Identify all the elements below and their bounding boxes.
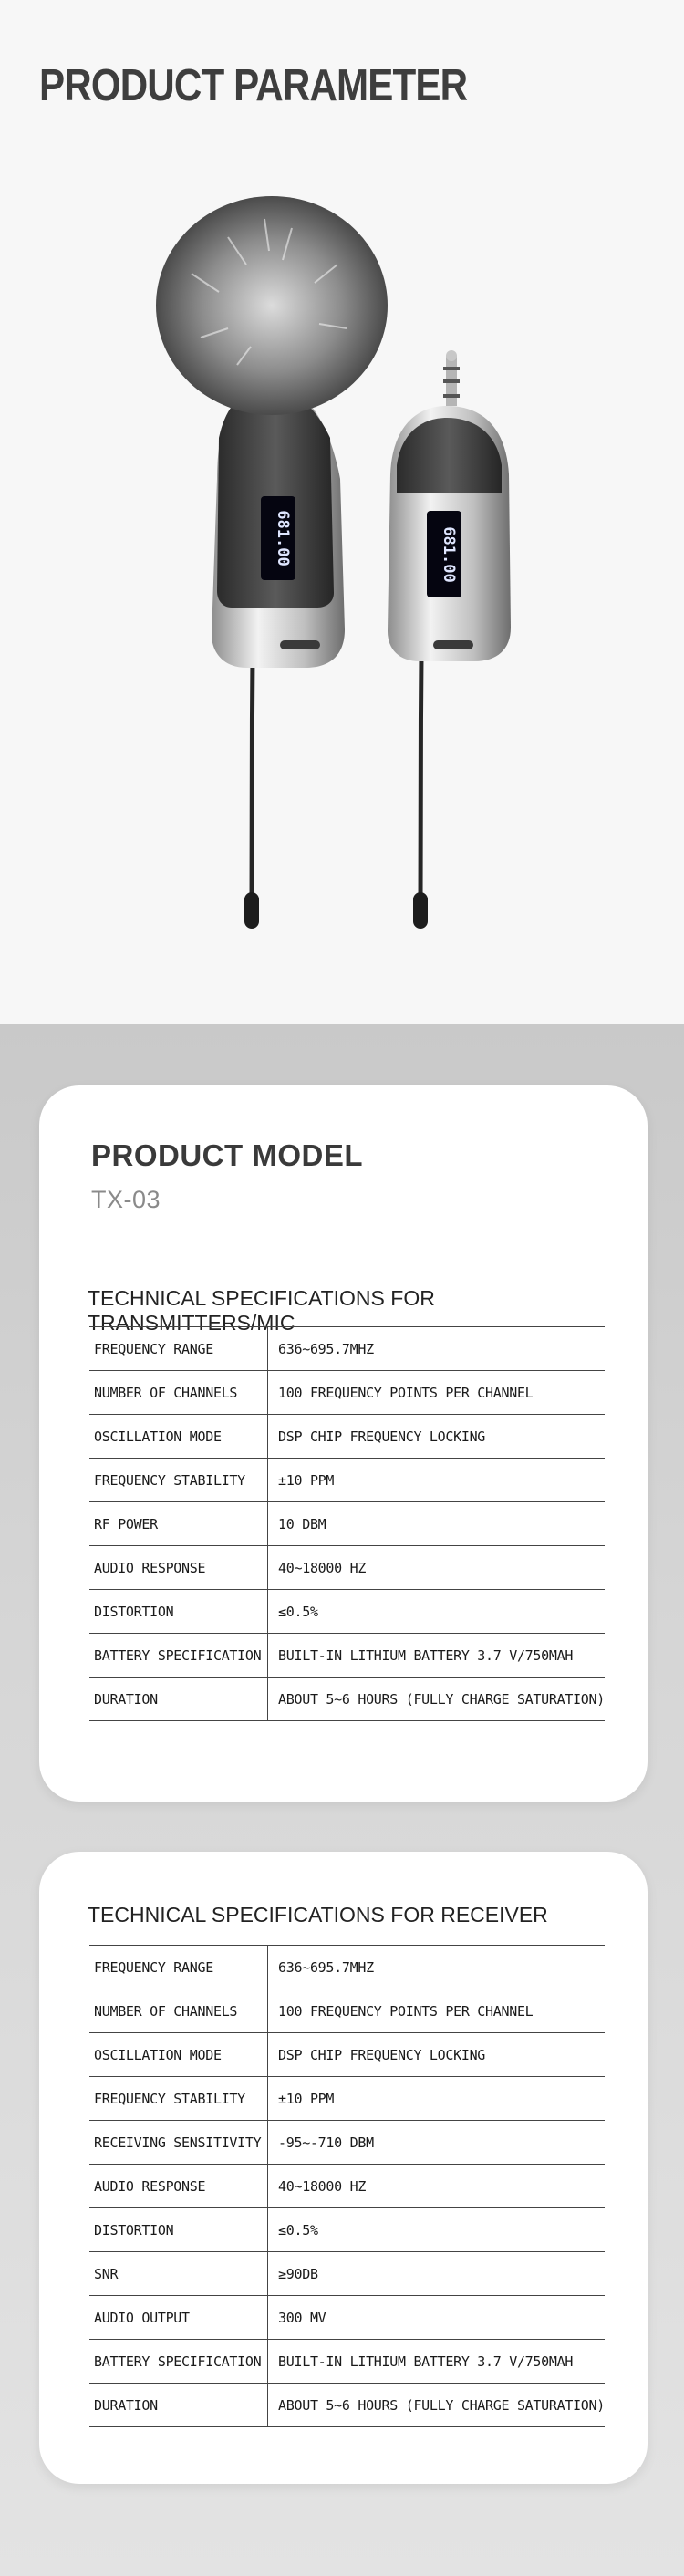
table-row (89, 2121, 605, 2165)
spec-key: DISTORTION (89, 2208, 268, 2252)
spec-value: 100 FREQUENCY POINTS PER CHANNEL (278, 1384, 534, 1401)
table-row (89, 2077, 605, 2121)
spec-value: ±10 PPM (278, 1471, 335, 1489)
spec-key: FREQUENCY STABILITY (89, 2077, 268, 2121)
spec-key: OSCILLATION MODE (89, 1415, 268, 1459)
table-row (89, 1546, 605, 1590)
transmitter-spec-table (89, 1326, 605, 1721)
spec-key: DURATION (89, 2384, 268, 2427)
table-row (89, 2384, 605, 2427)
table-row (89, 1502, 605, 1546)
product-image (0, 164, 684, 967)
spec-key: BATTERY SPECIFICATION (89, 1634, 268, 1678)
table-row (89, 1590, 605, 1634)
spec-key: NUMBER OF CHANNELS (89, 1989, 268, 2033)
transmitter-spec-title: TECHNICAL SPECIFICATIONS FOR TRANSMITTERS/MIC (88, 1286, 435, 1335)
spec-key: RECEIVING SENSITIVITY (89, 2121, 268, 2165)
spec-key: DISTORTION (89, 1590, 268, 1634)
spec-value: 100 FREQUENCY POINTS PER CHANNEL (278, 2002, 534, 2020)
display-readout: 681.00 (274, 510, 292, 566)
display-readout-2: 681.00 (440, 526, 458, 583)
spec-value: ±10 PPM (278, 2090, 335, 2107)
spec-value: ABOUT 5~6 HOURS (FULLY CHARGE SATURATION) (278, 2396, 605, 2414)
hero-section (0, 0, 684, 1024)
model-title: PRODUCT MODEL (91, 1138, 363, 1172)
spec-value: 10 DBM (278, 1515, 326, 1532)
spec-value: BUILT-IN LITHIUM BATTERY 3.7 V/750MAH (278, 1646, 574, 1664)
spec-key: AUDIO OUTPUT (89, 2296, 268, 2340)
spec-value: ABOUT 5~6 HOURS (FULLY CHARGE SATURATION) (278, 1690, 605, 1708)
spec-value: ≤0.5% (278, 2221, 318, 2238)
table-row (89, 1415, 605, 1459)
spec-value: 40~18000 HZ (278, 1559, 367, 1576)
spec-value: DSP CHIP FREQUENCY LOCKING (278, 1428, 486, 1445)
spec-key: AUDIO RESPONSE (89, 1546, 268, 1590)
table-row (89, 1634, 605, 1678)
spec-value: DSP CHIP FREQUENCY LOCKING (278, 2046, 486, 2063)
spec-key: SNR (89, 2252, 268, 2296)
table-row (89, 2165, 605, 2208)
spec-key: NUMBER OF CHANNELS (89, 1371, 268, 1415)
spec-value: 300 MV (278, 2309, 326, 2326)
receiver-spec-title: TECHNICAL SPECIFICATIONS FOR RECEIVER (88, 1903, 548, 1927)
table-row (89, 1371, 605, 1415)
table-row (89, 1459, 605, 1502)
spec-value: 636~695.7MHZ (278, 1340, 374, 1357)
table-row (89, 2340, 605, 2384)
spec-value: 636~695.7MHZ (278, 1958, 374, 1976)
receiver-card (39, 1852, 648, 2484)
spec-key: BATTERY SPECIFICATION (89, 2340, 268, 2384)
spec-value: ≥90DB (278, 2265, 318, 2282)
spec-key: AUDIO RESPONSE (89, 2165, 268, 2208)
table-row (89, 2296, 605, 2340)
spec-key: OSCILLATION MODE (89, 2033, 268, 2077)
table-row (89, 1678, 605, 1721)
spec-value: 40~18000 HZ (278, 2177, 367, 2195)
spec-key: FREQUENCY STABILITY (89, 1459, 268, 1502)
table-row (89, 1946, 605, 1989)
table-row (89, 2208, 605, 2252)
spec-key: FREQUENCY RANGE (89, 1946, 268, 1989)
table-row (89, 1989, 605, 2033)
page-title: PRODUCT PARAMETER (39, 61, 468, 110)
model-code: TX-03 (91, 1186, 161, 1213)
spec-value: BUILT-IN LITHIUM BATTERY 3.7 V/750MAH (278, 2353, 574, 2370)
spec-key: FREQUENCY RANGE (89, 1327, 268, 1371)
table-row (89, 1327, 605, 1371)
spec-key: DURATION (89, 1678, 268, 1721)
transmitter-device (156, 196, 388, 929)
spec-key: RF POWER (89, 1502, 268, 1546)
spec-value: -95~-710 DBM (278, 2134, 374, 2151)
receiver-device (388, 350, 511, 929)
spec-value: ≤0.5% (278, 1603, 318, 1620)
table-row (89, 2033, 605, 2077)
table-row (89, 2252, 605, 2296)
transmitter-card (39, 1085, 648, 1802)
receiver-spec-table (89, 1945, 605, 2427)
